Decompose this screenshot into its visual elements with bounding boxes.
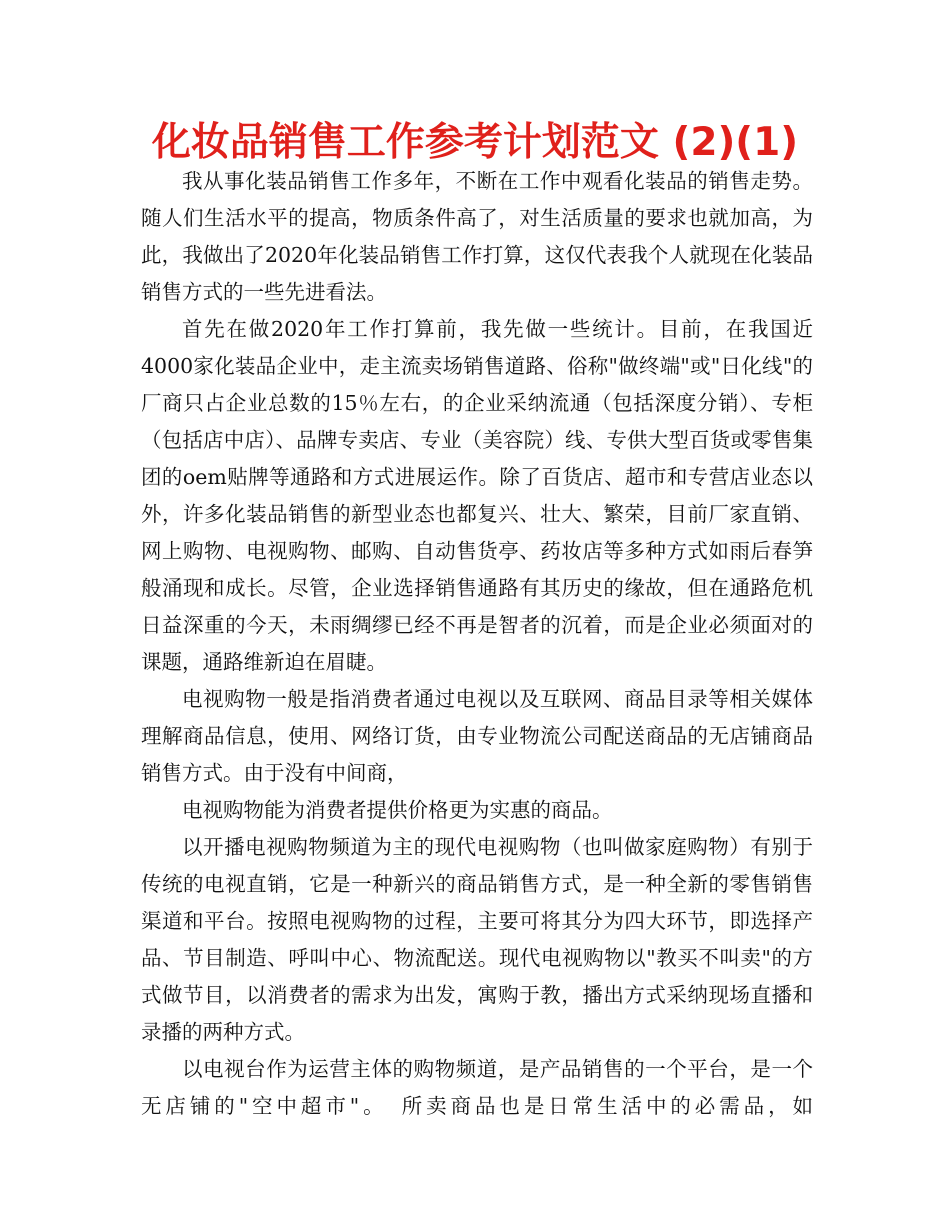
document-title: 化妆品销售工作参考计划范文 (2)(1) bbox=[151, 120, 799, 165]
paragraph: 首先在做2020年工作打算前，我先做一些统计。目前，在我国近4000家化装品企业中，走主流卖场销售道路、俗称"做终端"或"日化线"的厂商只占企业总数的15％左右，的企业采纳流通（包括深度分销）、专柜（包括店中店）、品牌专卖店、专业（美容院）线、专供大型百货或零售集团的oem贴牌等通路和方式进展运作。除了百货店、超市和专营店业态以外，许多化装品销售的新型业态也都复兴、壮大、繁荣，目前厂家直销、网上购物、电视购物、邮购、自动售货亭、药妆店等多种方式如雨后春笋般涌现和成长。尽管，企业选择销售通路有其历史的缘故，但在通路危机日益深重的今天，未雨绸缪已经不再是智者的沉着，而是企业必须面对的课题，通路维新迫在眉睫。 bbox=[141, 317, 813, 674]
paragraph: 以开播电视购物频道为主的现代电视购物（也叫做家庭购物）有别于传统的电视直销，它是一种新兴的商品销售方式，是一种全新的零售销售渠道和平台。按照电视购物的过程，主要可将其分为四大环节，即选择产品、节目制造、呼叫中心、物流配送。现代电视购物以"教买不叫卖"的方式做节目，以消费者的需求为出发，寓购于教，播出方式采纳现场直播和录播的两种方式。 bbox=[141, 835, 813, 1044]
paragraph: 电视购物一般是指消费者通过电视以及互联网、商品目录等相关媒体理解商品信息，使用、网络订货，由专业物流公司配送商品的无店铺商品销售方式。由于没有中间商， bbox=[141, 687, 813, 785]
document-body bbox=[141, 163, 813, 1125]
paragraph: 电视购物能为消费者提供价格更为实惠的商品。 bbox=[182, 798, 613, 822]
paragraph: 以电视台作为运营主体的购物频道，是产品销售的一个平台，是一个无店铺的"空中超市"。 所卖商品也是日常生活中的必需品，如 bbox=[141, 1057, 813, 1118]
paragraph: 我从事化装品销售工作多年，不断在工作中观看化装品的销售走势。随人们生活水平的提高，物质条件高了，对生活质量的要求也就加高，为此，我做出了2020年化装品销售工作打算，这仅代表我个人就现在化装品销售方式的一些先进看法。 bbox=[141, 169, 813, 304]
